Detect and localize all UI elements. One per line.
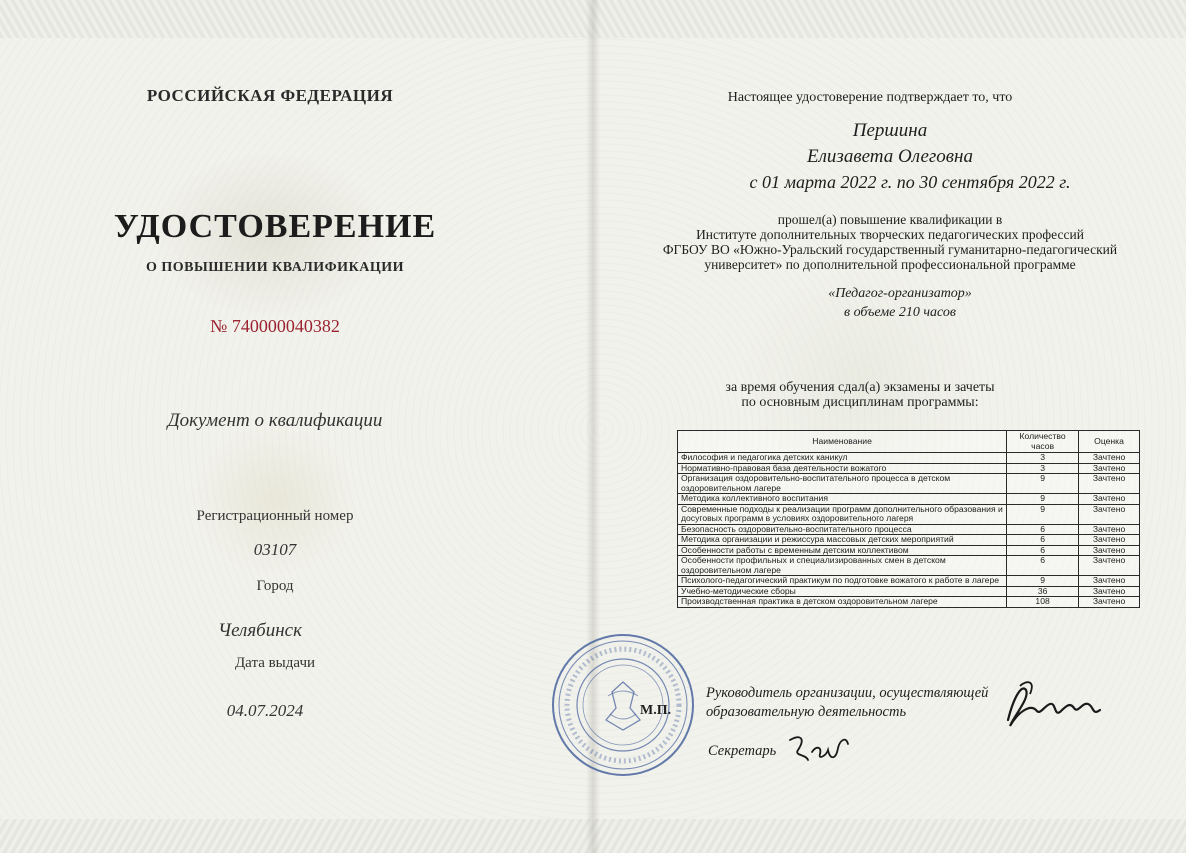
grade-cell: Зачтено <box>1079 545 1140 556</box>
grades-row <box>678 576 1140 587</box>
registration-label: Регистрационный номер <box>196 508 354 524</box>
hours-cell: 36 <box>1007 586 1079 597</box>
document-subtitle: О ПОВЫШЕНИИ КВАЛИФИКАЦИИ <box>145 260 405 275</box>
grade-cell: Зачтено <box>1079 474 1140 494</box>
secretary-signature <box>786 730 856 770</box>
hours-cell: 3 <box>1007 463 1079 474</box>
registration-value: 03107 <box>253 540 297 559</box>
intro-text: Настоящее удостоверение подтверждает то, что <box>727 90 1013 105</box>
program-line: университет» по дополнительной профессиональной программе <box>704 257 1076 272</box>
grades-table <box>677 430 1140 608</box>
discipline-cell: Методика организации и режиссура массовых детских мероприятий <box>678 535 1007 546</box>
grades-body <box>678 453 1140 608</box>
discipline-cell: Учебно-методические сборы <box>678 586 1007 597</box>
program-line: ФГБОУ ВО «Южно-Уральский государственный гуманитарно-педагогический <box>662 242 1118 257</box>
grades-row <box>678 504 1140 524</box>
header-name: Наименование <box>678 431 1007 453</box>
seal-place-mark: М.П. <box>640 703 672 718</box>
grade-cell: Зачтено <box>1079 453 1140 464</box>
discipline-cell: Безопасность оздоровительно-воспитательного процесса <box>678 524 1007 535</box>
grades-row <box>678 453 1140 464</box>
discipline-cell: Производственная практика в детском оздоровительном лагере <box>678 597 1007 608</box>
hours-cell: 9 <box>1007 494 1079 505</box>
discipline-cell: Психолого-педагогический практикум по подготовке вожатого к работе в лагере <box>678 576 1007 587</box>
grade-cell: Зачтено <box>1079 576 1140 587</box>
training-period: с 01 марта 2022 г. по 30 сентября 2022 г. <box>749 172 1071 192</box>
grade-cell: Зачтено <box>1079 504 1140 524</box>
grades-row <box>678 597 1140 608</box>
header-grade: Оценка <box>1079 431 1140 453</box>
discipline-cell: Философия и педагогика детских каникул <box>678 453 1007 464</box>
country-heading: РОССИЙСКАЯ ФЕДЕРАЦИЯ <box>146 86 394 105</box>
hours-cell: 3 <box>1007 453 1079 464</box>
discipline-cell: Нормативно-правовая база деятельности вожатого <box>678 463 1007 474</box>
exams-line: по основным дисциплинам программы: <box>741 395 979 410</box>
grade-cell: Зачтено <box>1079 597 1140 608</box>
hours-cell: 6 <box>1007 556 1079 576</box>
discipline-cell: Особенности работы с временным детским коллективом <box>678 545 1007 556</box>
program-name: «Педагог-организатор» <box>828 286 972 301</box>
program-line: прошел(а) повышение квалификации в <box>777 212 1003 227</box>
program-line: Институте дополнительных творческих педагогических профессий <box>696 227 1084 242</box>
grades-row <box>678 545 1140 556</box>
hours-cell: 9 <box>1007 474 1079 494</box>
discipline-cell: Особенности профильных и специализированных смен в детском оздоровительном лагере <box>678 556 1007 576</box>
hours-cell: 108 <box>1007 597 1079 608</box>
grades-row <box>678 463 1140 474</box>
hours-cell: 6 <box>1007 524 1079 535</box>
grades-row <box>678 474 1140 494</box>
discipline-cell: Методика коллективного воспитания <box>678 494 1007 505</box>
grade-cell: Зачтено <box>1079 494 1140 505</box>
grades-row <box>678 586 1140 597</box>
grade-cell: Зачтено <box>1079 556 1140 576</box>
discipline-cell: Современные подходы к реализации программ дополнительного образования и досуговых программ в условиях оздоровительного лагеря <box>678 504 1007 524</box>
city-value: Челябинск <box>218 620 302 641</box>
holder-name: Елизавета Олеговна <box>807 146 973 167</box>
head-of-organization <box>706 684 1006 722</box>
header-hours: Количество часов <box>1007 431 1079 453</box>
grades-row <box>678 556 1140 576</box>
program-description <box>600 212 1180 272</box>
head-role-line: Руководитель организации, осуществляющей <box>706 685 989 701</box>
issue-date-value: 04.07.2024 <box>226 701 304 720</box>
holder-surname: Першина <box>852 120 928 141</box>
discipline-cell: Организация оздоровительно-воспитательного процесса в детском оздоровительном лагере <box>678 474 1007 494</box>
organization-seal <box>548 630 698 780</box>
document-type: Документ о квалификации <box>167 410 383 431</box>
program-hours: в объеме 210 часов <box>844 305 956 320</box>
grade-cell: Зачтено <box>1079 463 1140 474</box>
secretary-label: Секретарь <box>708 743 777 759</box>
hours-cell: 6 <box>1007 545 1079 556</box>
grades-row <box>678 524 1140 535</box>
grades-row <box>678 494 1140 505</box>
grades-header-row <box>678 431 1140 453</box>
hours-cell: 9 <box>1007 576 1079 587</box>
grade-cell: Зачтено <box>1079 535 1140 546</box>
city-label: Город <box>256 578 294 594</box>
head-role-line: образовательную деятельность <box>706 704 907 720</box>
document-number: № 740000040382 <box>210 316 340 336</box>
hours-cell: 6 <box>1007 535 1079 546</box>
issue-date-label: Дата выдачи <box>234 655 316 671</box>
exams-line: за время обучения сдал(а) экзамены и зачеты <box>725 380 995 395</box>
document-title: УДОСТОВЕРЕНИЕ <box>113 208 437 245</box>
grades-row <box>678 535 1140 546</box>
exams-statement <box>660 380 1060 410</box>
hours-cell: 9 <box>1007 504 1079 524</box>
head-signature <box>1000 676 1110 736</box>
grade-cell: Зачтено <box>1079 524 1140 535</box>
grade-cell: Зачтено <box>1079 586 1140 597</box>
